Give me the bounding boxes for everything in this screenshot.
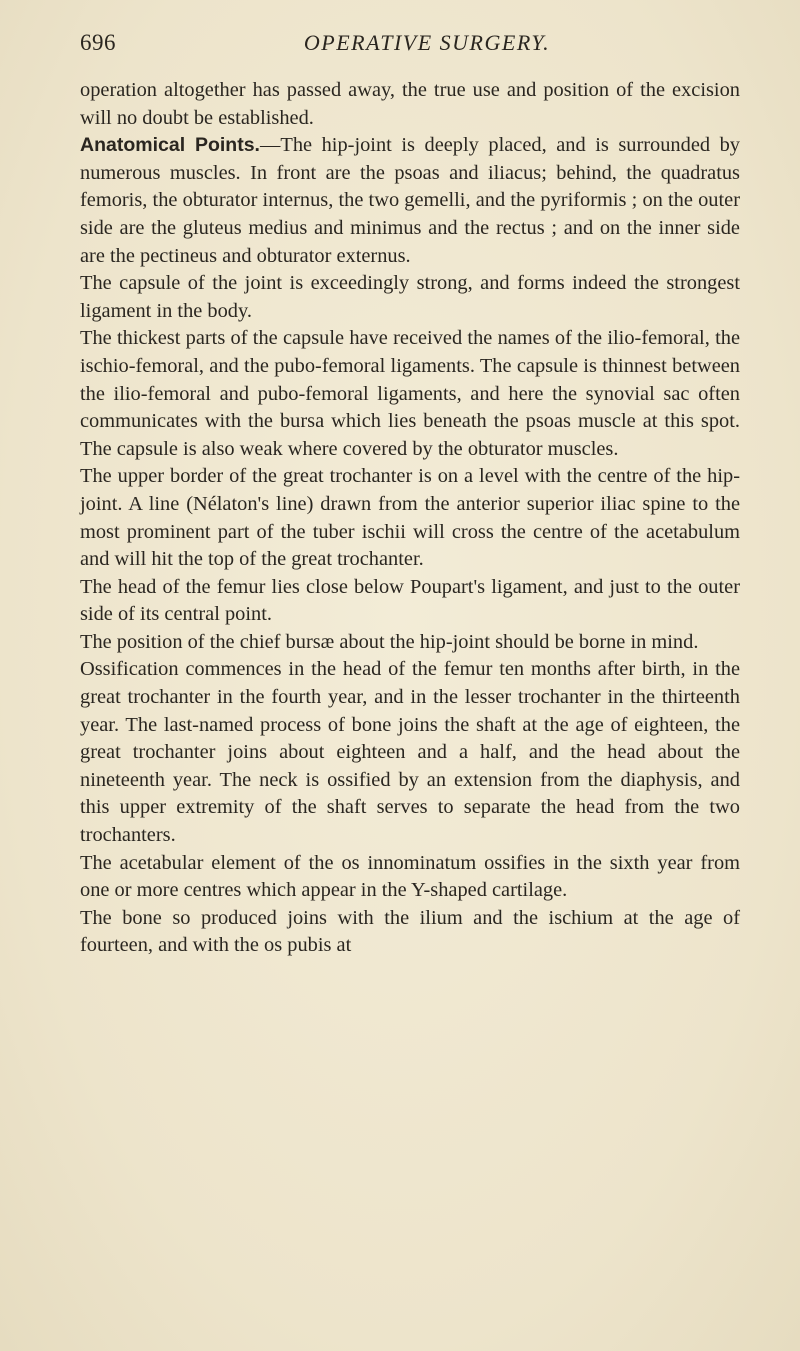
running-head xyxy=(80,30,740,60)
body-text xyxy=(80,77,740,960)
paragraph-text: The position of the chief bursæ about the hip-joint should be borne in mind. xyxy=(80,630,699,653)
paragraph-text: The head of the femur lies close below Poupart's ligament, and just to the outer side of its central point. xyxy=(80,575,740,626)
paragraph xyxy=(80,629,740,657)
paragraph-text: —The hip-joint is deeply placed, and is surrounded by numerous muscles. In front are the psoas and iliacus; behind, the quadratus femoris, the obturator internus, the two gemelli, and the pyriformis ; on the outer side are the gluteus medius and minimus and the rectus ; and on the inner side are the pectineus and obturator externus. xyxy=(80,134,740,267)
paragraph-text: The acetabular element of the os innominatum ossifies in the sixth year from one or more centres which appear in the Y-shaped cartilage. xyxy=(80,851,740,902)
paragraph xyxy=(80,463,740,573)
paragraph-text: The upper border of the great trochanter is on a level with the centre of the hip-joint. A line (Nélaton's line) drawn from the anterior superior iliac spine to the most prominent part of the tuber ischii will cross the centre of the acetabulum and will hit the top of the great trochanter. xyxy=(80,465,740,571)
paragraph-text: operation altogether has passed away, the true use and position of the excision will no doubt be established. xyxy=(80,79,740,129)
paragraph xyxy=(80,270,740,325)
running-title: OPERATIVE SURGERY. xyxy=(303,30,551,55)
paragraph xyxy=(80,77,740,132)
section-heading: Anatomical Points. xyxy=(80,134,260,157)
paragraph-text: Ossification commences in the head of the femur ten months after birth, in the great trochanter in the fourth year, and in the lesser trochanter in the thirteenth year. The last-named process of bone joins the shaft at the age of eighteen, the great trochanter joins about eighteen and a half, and the head about the nineteenth year. The neck is ossified by an extension from the diaphysis, and this upper extremity of the shaft serves to separate the head from the two trochanters. xyxy=(80,658,740,847)
paragraph xyxy=(80,850,740,905)
paragraph xyxy=(80,132,740,270)
page-number: 696 xyxy=(80,30,116,55)
paragraph xyxy=(80,574,740,629)
paragraph xyxy=(80,325,740,463)
paragraph-text: The capsule of the joint is exceedingly strong, and forms indeed the strongest ligament in the body. xyxy=(80,272,740,322)
paragraph xyxy=(80,656,740,849)
paragraph-text: The bone so produced joins with the ilium and the ischium at the age of fourteen, and with the os pubis at xyxy=(80,906,740,957)
paragraph-text: The thickest parts of the capsule have received the names of the ilio-femoral, the ischio-femoral, and the pubo-femoral ligaments. The capsule is thinnest between the ilio-femoral and pubo-femoral ligaments, and here the synovial sac often communicates with the bursa which lies beneath the psoas muscle at this spot. The capsule is also weak where covered by the obturator muscles. xyxy=(80,327,740,460)
paragraph xyxy=(80,905,740,960)
